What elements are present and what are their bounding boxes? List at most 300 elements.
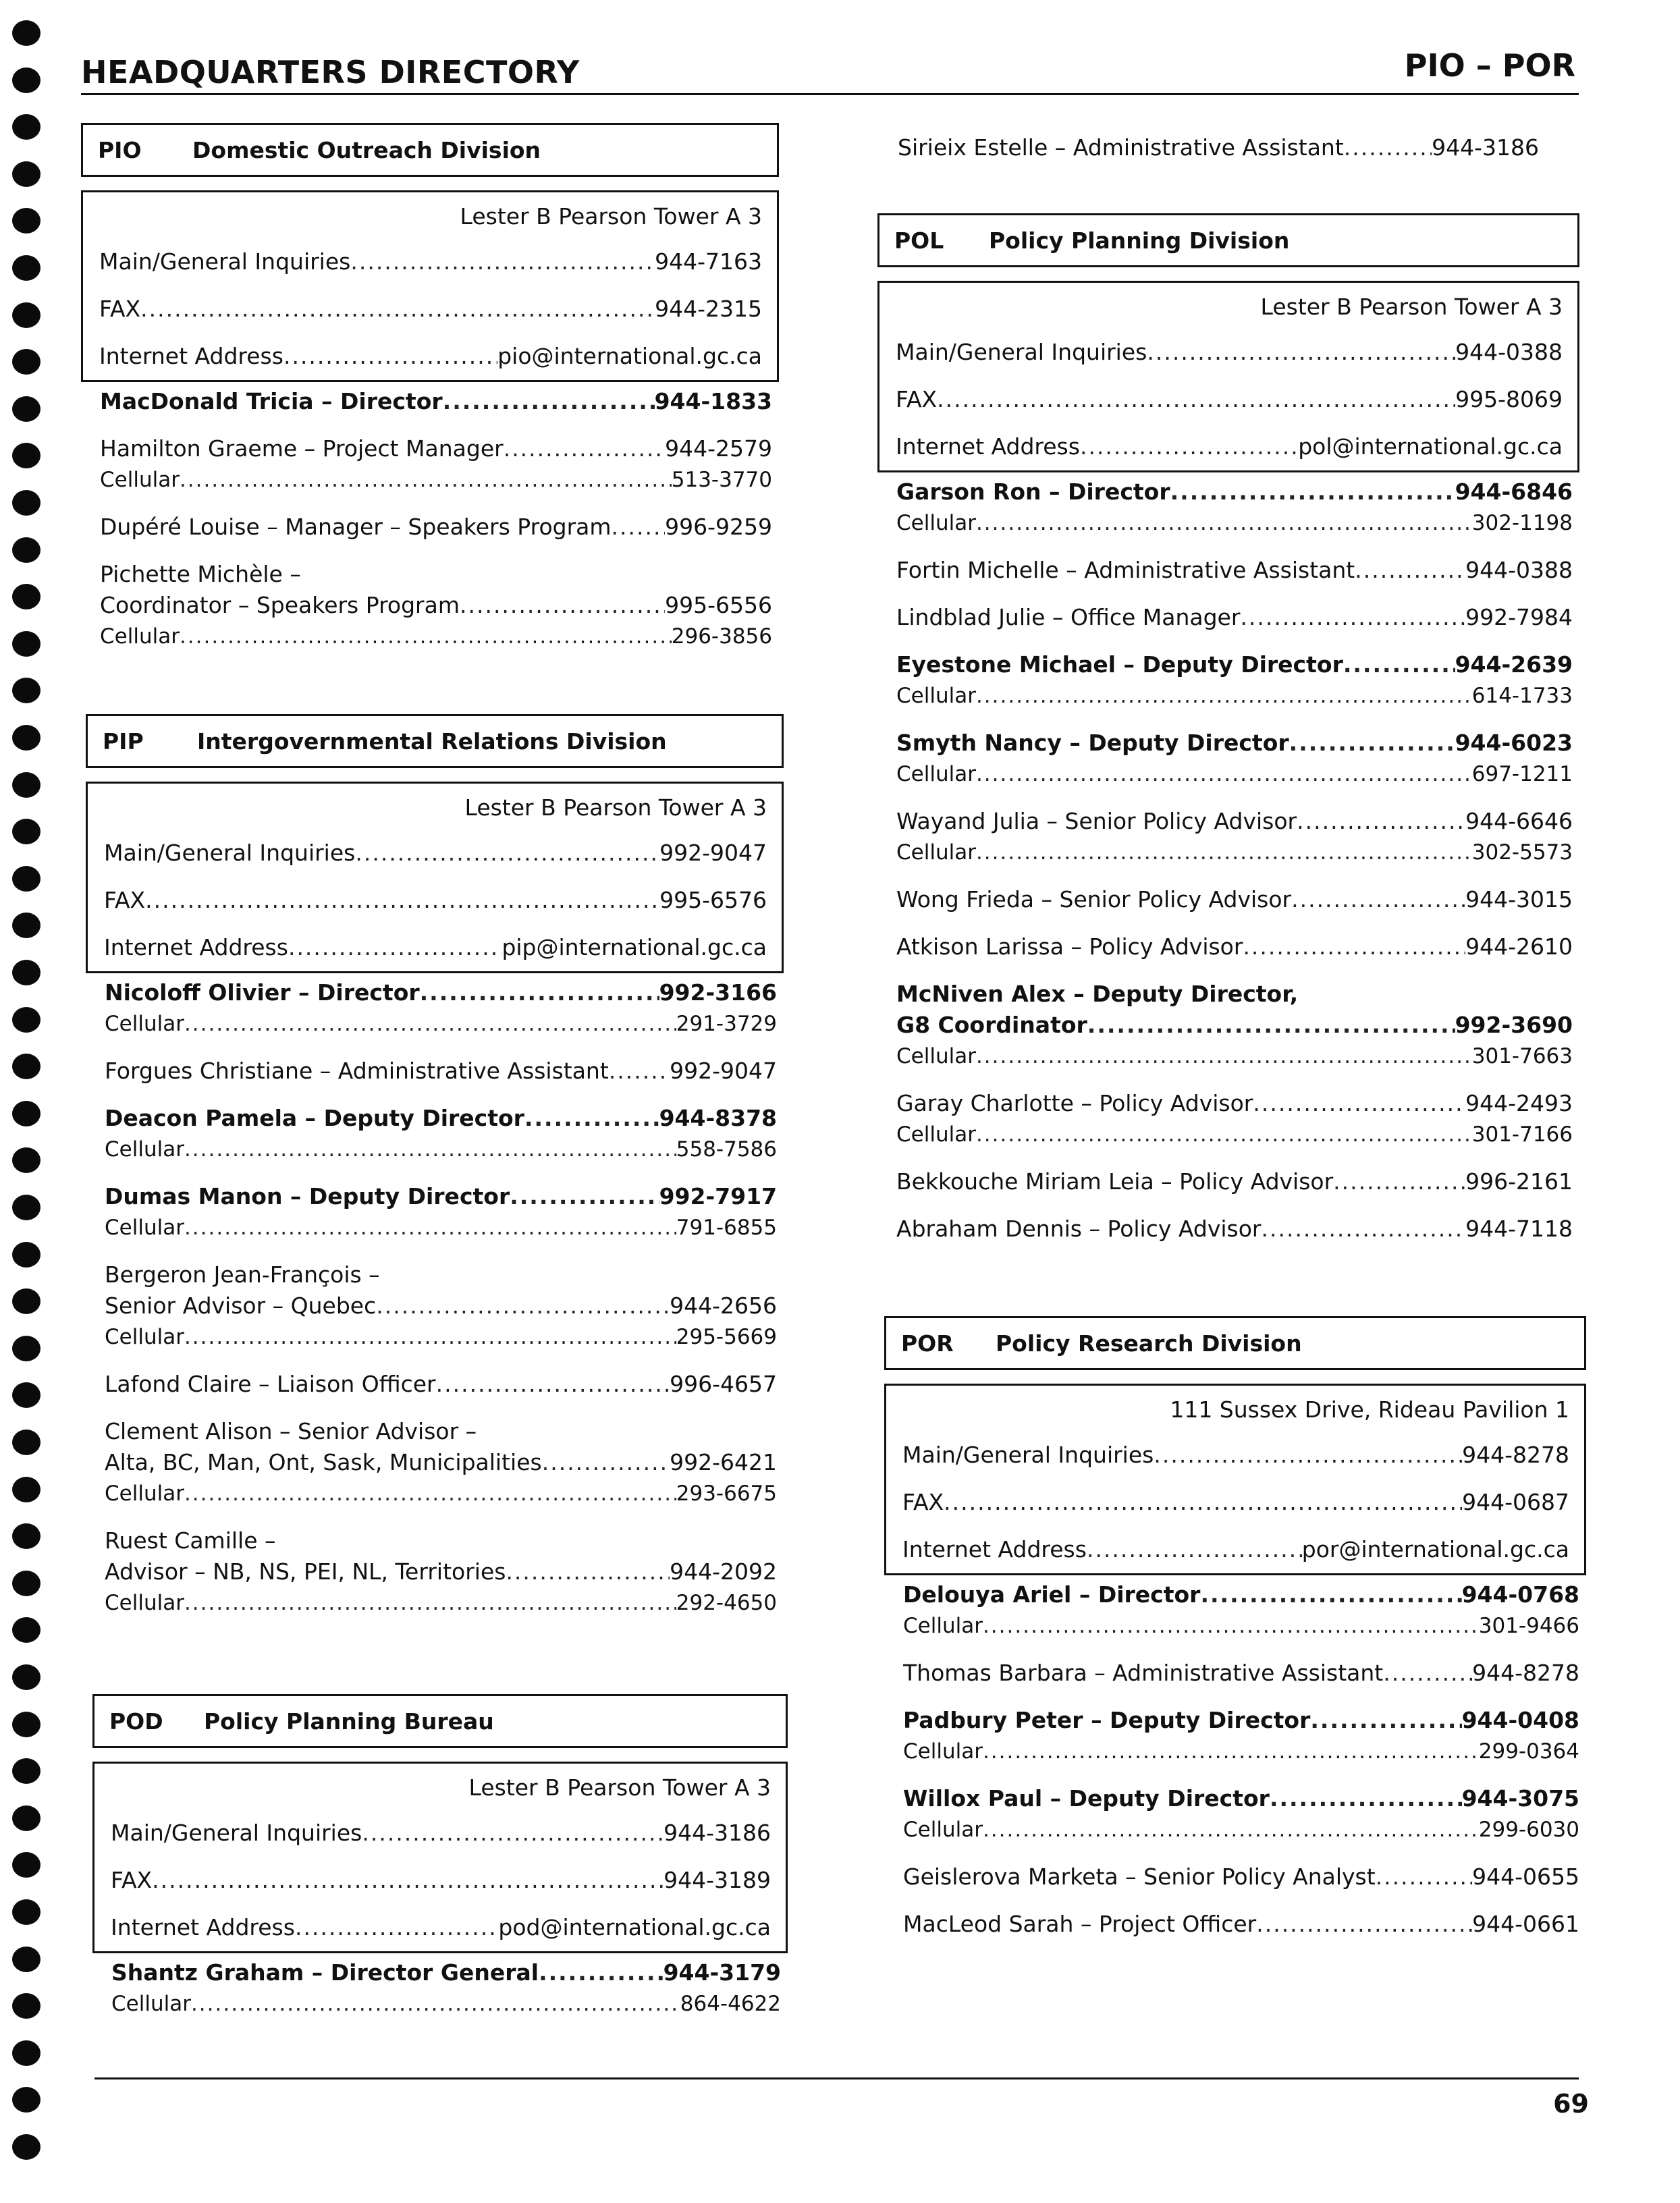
person-line	[105, 1369, 777, 1400]
cellular-number: 558-7586	[676, 1137, 777, 1162]
person-name: Forgues Christiane – Administrative Assistant	[105, 1058, 609, 1084]
cellular-label: Cellular	[105, 1137, 184, 1162]
binder-hole	[12, 1993, 40, 2019]
person-name: Eyestone Michael – Deputy Director	[896, 651, 1343, 678]
fax-number: 944-3189	[663, 1867, 771, 1893]
label: FAX	[111, 1867, 153, 1893]
cellular-line	[896, 837, 1573, 868]
person-entry	[896, 649, 1573, 711]
section-title-box	[884, 1316, 1586, 1370]
cellular-line	[100, 464, 772, 495]
phone-number: 996-4657	[670, 1371, 777, 1397]
person-entry	[896, 931, 1573, 962]
leader-dots	[180, 464, 672, 495]
phone-number: 944-2493	[1465, 1090, 1573, 1116]
people-list	[877, 132, 1546, 163]
binder-hole	[12, 2087, 40, 2113]
phone-number: 944-2639	[1455, 651, 1573, 678]
person-name: Coordinator – Speakers Program	[100, 592, 460, 618]
cellular-line	[105, 1134, 777, 1165]
phone-number: 944-7118	[1465, 1216, 1573, 1242]
person-line	[896, 477, 1573, 508]
person-line	[105, 1447, 777, 1478]
section-pio	[81, 123, 779, 652]
phone-number: 944-1833	[654, 388, 772, 414]
leader-dots	[1270, 1783, 1462, 1814]
section-title-box	[92, 1694, 788, 1748]
label: Main/General Inquiries	[902, 1442, 1154, 1468]
binder-hole	[12, 490, 40, 516]
leader-dots	[420, 977, 659, 1008]
leader-dots	[1261, 1214, 1465, 1245]
person-line	[896, 602, 1573, 633]
leader-dots	[1291, 884, 1465, 915]
leader-dots	[362, 1810, 663, 1857]
phone-number: 992-7984	[1465, 604, 1573, 630]
contact-box	[92, 1762, 788, 1953]
cellular-number: 614-1733	[1471, 684, 1573, 708]
phone-number: 992-9047	[659, 840, 767, 866]
phone-number: 944-3186	[1432, 134, 1539, 161]
cellular-number: 293-6675	[676, 1481, 777, 1506]
person-name: Thomas Barbara – Administrative Assistant	[903, 1660, 1384, 1686]
cellular-label: Cellular	[903, 1818, 983, 1842]
person-line	[898, 132, 1539, 163]
leader-dots	[1147, 329, 1455, 376]
person-line	[100, 590, 772, 621]
cellular-label: Cellular	[896, 1122, 976, 1147]
leader-dots	[145, 877, 659, 924]
person-line	[896, 931, 1573, 962]
email-address[interactable]: por@international.gc.ca	[1301, 1536, 1569, 1562]
person-name: Wayand Julia – Senior Policy Advisor	[896, 808, 1297, 834]
person-name: Hamilton Graeme – Project Manager	[100, 435, 504, 462]
binder-hole	[12, 1054, 40, 1079]
phone-number: 992-6421	[670, 1449, 777, 1475]
person-entry	[896, 1166, 1573, 1197]
person-line	[903, 1861, 1579, 1893]
phone-number: 944-8378	[659, 1105, 777, 1131]
leader-dots	[184, 1212, 676, 1243]
leader-dots	[350, 238, 655, 285]
section-pol	[877, 213, 1579, 1245]
leader-dots	[1376, 1861, 1472, 1893]
cellular-label: Cellular	[105, 1591, 184, 1615]
person-entry	[100, 433, 772, 495]
binder-hole	[12, 1758, 40, 1784]
internet-row	[104, 924, 767, 971]
leader-dots	[184, 1008, 676, 1039]
cellular-number: 302-1198	[1471, 511, 1573, 535]
cellular-line	[105, 1212, 777, 1243]
binder-hole	[12, 161, 40, 187]
cellular-line	[896, 759, 1573, 790]
leader-dots	[510, 1181, 659, 1212]
leader-dots	[1310, 1705, 1461, 1736]
phone-number: 944-0408	[1461, 1707, 1579, 1733]
cellular-line	[105, 1587, 777, 1619]
label: Main/General Inquiries	[111, 1820, 362, 1846]
contact-box	[884, 1384, 1586, 1575]
person-entry	[903, 1705, 1579, 1767]
people-list	[92, 1957, 788, 2019]
binder-hole	[12, 1617, 40, 1643]
leader-dots	[983, 1814, 1479, 1845]
binder-hole	[12, 67, 40, 93]
leader-dots	[1200, 1579, 1461, 1610]
binder-hole	[12, 208, 40, 234]
cellular-line	[896, 1119, 1573, 1150]
phone-number: 944-0661	[1472, 1911, 1579, 1937]
person-entry	[896, 555, 1573, 586]
person-line	[100, 386, 772, 417]
division-address: Lester B Pearson Tower A 3	[1260, 294, 1563, 320]
person-entry	[896, 1214, 1573, 1245]
person-entry	[903, 1579, 1579, 1641]
person-entry	[896, 728, 1573, 790]
person-entry	[896, 806, 1573, 868]
leader-dots	[976, 837, 1472, 868]
person-name-prefix: Pichette Michèle –	[100, 561, 301, 587]
leader-dots	[460, 590, 665, 621]
person-entry	[896, 602, 1573, 633]
label: Internet Address	[896, 433, 1080, 460]
person-entry	[105, 1416, 777, 1509]
phone-number: 992-3166	[659, 979, 777, 1006]
phone-number: 944-8278	[1462, 1442, 1569, 1468]
binder-hole	[12, 1195, 40, 1220]
cellular-label: Cellular	[896, 1044, 976, 1068]
binder-hole	[12, 584, 40, 609]
binder-hole	[12, 631, 40, 657]
cellular-label: Cellular	[896, 840, 976, 865]
binder-hole	[12, 819, 40, 844]
leader-dots	[944, 1479, 1462, 1526]
person-line	[105, 1556, 777, 1587]
phone-number: 944-8278	[1472, 1660, 1579, 1686]
division-name: Policy Research Division	[996, 1330, 1302, 1357]
person-line	[896, 1214, 1573, 1245]
division-name: Policy Planning Division	[989, 227, 1290, 254]
cellular-number: 864-4622	[680, 1992, 781, 2016]
person-name-prefix: Ruest Camille –	[105, 1527, 276, 1554]
leader-dots	[976, 680, 1472, 711]
person-entry	[903, 1783, 1579, 1845]
fax-row	[104, 877, 767, 924]
person-entry	[896, 1088, 1573, 1150]
label: FAX	[896, 386, 938, 412]
person-name: Alta, BC, Man, Ont, Sask, Municipalities	[105, 1449, 542, 1475]
division-address: Lester B Pearson Tower A 3	[468, 1774, 771, 1801]
binder-hole	[12, 443, 40, 468]
person-line	[105, 1103, 777, 1134]
cellular-line	[105, 1322, 777, 1353]
person-entry	[105, 1259, 777, 1353]
phone-number: 996-9259	[665, 514, 772, 540]
person-name: Geislerova Marketa – Senior Policy Analyst	[903, 1864, 1376, 1890]
cellular-label: Cellular	[896, 684, 976, 708]
fax-row	[111, 1857, 771, 1904]
internet-row	[902, 1526, 1569, 1573]
division-name: Domestic Outreach Division	[192, 136, 541, 163]
label: Internet Address	[99, 343, 283, 369]
leader-dots	[191, 1988, 680, 2019]
division-name: Policy Planning Bureau	[204, 1708, 494, 1735]
phone-number: 996-2161	[1465, 1168, 1573, 1195]
cellular-number: 301-7166	[1471, 1122, 1573, 1147]
person-line	[111, 1957, 781, 1988]
label: Internet Address	[104, 934, 288, 960]
leader-dots	[288, 924, 502, 971]
cellular-line	[896, 680, 1573, 711]
leader-dots	[184, 1587, 676, 1619]
person-name: Wong Frieda – Senior Policy Advisor	[896, 886, 1292, 913]
person-name: Fortin Michelle – Administrative Assistant	[896, 557, 1355, 583]
binder-hole	[12, 1852, 40, 1878]
person-entry	[903, 1658, 1579, 1689]
phone-number: 944-0768	[1461, 1581, 1579, 1608]
person-line	[903, 1783, 1579, 1814]
cellular-number: 302-5573	[1471, 840, 1573, 865]
binder-hole	[12, 1523, 40, 1549]
cellular-line	[111, 1988, 781, 2019]
person-name: Delouya Ariel – Director	[903, 1581, 1201, 1608]
person-entry	[105, 1056, 777, 1087]
internet-row	[111, 1904, 771, 1951]
leader-dots	[152, 1857, 663, 1904]
leader-dots	[504, 433, 665, 464]
email-address[interactable]: pio@international.gc.ca	[497, 343, 762, 369]
phone-number: 944-0655	[1472, 1864, 1579, 1890]
cellular-number: 791-6855	[676, 1216, 777, 1240]
binder-hole	[12, 960, 40, 985]
division-code: PIP	[103, 728, 144, 755]
person-line	[896, 728, 1573, 759]
fax-number: 995-8069	[1455, 386, 1563, 412]
person-name: Smyth Nancy – Deputy Director	[896, 730, 1289, 756]
leader-dots	[1080, 423, 1298, 470]
internet-row	[896, 423, 1563, 470]
person-name: G8 Coordinator	[896, 1012, 1087, 1038]
main-inquiries-row	[896, 329, 1563, 376]
main-inquiries-row	[99, 238, 762, 285]
division-code: POL	[894, 227, 944, 254]
person-name: MacDonald Tricia – Director	[100, 388, 443, 414]
leader-dots	[1240, 602, 1465, 633]
binder-hole	[12, 1007, 40, 1033]
phone-number: 995-6556	[665, 592, 772, 618]
label: Internet Address	[111, 1914, 295, 1940]
person-name: Dupéré Louise – Manager – Speakers Program	[100, 514, 612, 540]
cellular-line	[903, 1610, 1579, 1641]
person-entry	[896, 979, 1573, 1072]
label: FAX	[104, 887, 146, 913]
phone-number: 944-2610	[1465, 933, 1573, 960]
person-name-prefix: Clement Alison – Senior Advisor –	[105, 1418, 477, 1444]
cellular-line	[896, 508, 1573, 539]
leader-dots	[983, 1610, 1479, 1641]
binder-hole	[12, 1147, 40, 1173]
binder-hole	[12, 1947, 40, 1972]
cellular-label: Cellular	[100, 624, 180, 649]
phone-number: 944-0388	[1455, 339, 1563, 365]
label: Main/General Inquiries	[104, 840, 356, 866]
leader-dots	[376, 1290, 670, 1322]
contact-box	[877, 281, 1579, 472]
binder-hole	[12, 1477, 40, 1502]
email-address[interactable]: pip@international.gc.ca	[502, 934, 767, 960]
person-name: Sirieix Estelle – Administrative Assistant	[898, 134, 1344, 161]
phone-number: 944-6846	[1455, 479, 1573, 505]
binder-hole	[12, 1288, 40, 1314]
page-number: 69	[1553, 2089, 1589, 2119]
person-line	[105, 977, 777, 1008]
binder-hole	[12, 2134, 40, 2160]
leader-dots	[184, 1134, 676, 1165]
person-name: Lafond Claire – Liaison Officer	[105, 1371, 436, 1397]
internet-row	[99, 333, 762, 380]
leader-dots	[1289, 728, 1455, 759]
leader-dots	[1170, 477, 1455, 508]
email-address[interactable]: pod@international.gc.ca	[498, 1914, 771, 1940]
leader-dots	[443, 386, 655, 417]
phone-number: 944-0388	[1465, 557, 1573, 583]
cellular-number: 296-3856	[671, 624, 772, 649]
cellular-label: Cellular	[896, 762, 976, 786]
division-address: Lester B Pearson Tower A 3	[460, 203, 762, 229]
page-title: HEADQUARTERS DIRECTORY	[81, 54, 580, 90]
person-entry	[105, 1181, 777, 1243]
division-code: POD	[109, 1708, 163, 1735]
binder-hole	[12, 1382, 40, 1408]
person-name: Garson Ron – Director	[896, 479, 1170, 505]
person-entry	[100, 386, 772, 417]
person-name: Atkison Larissa – Policy Advisor	[896, 933, 1243, 960]
leader-dots	[976, 1119, 1472, 1150]
cellular-label: Cellular	[105, 1216, 184, 1240]
person-entry	[896, 477, 1573, 539]
phone-number: 944-2092	[670, 1558, 777, 1585]
leader-dots	[983, 1736, 1479, 1767]
binder-hole	[12, 349, 40, 375]
section-pod	[92, 1694, 788, 2019]
phone-number: 944-3015	[1465, 886, 1573, 913]
binder-hole	[12, 114, 40, 140]
section-por	[884, 1316, 1586, 1940]
cellular-label: Cellular	[903, 1614, 983, 1638]
person-entry	[100, 559, 772, 652]
binder-hole	[12, 20, 40, 46]
leader-dots	[1087, 1010, 1455, 1041]
person-name: Bekkouche Miriam Leia – Policy Advisor	[896, 1168, 1334, 1195]
person-name: Dumas Manon – Deputy Director	[105, 1183, 510, 1209]
person-name: Padbury Peter – Deputy Director	[903, 1707, 1311, 1733]
label: FAX	[99, 296, 141, 322]
phone-number: 944-2579	[665, 435, 772, 462]
person-line	[896, 555, 1573, 586]
leader-dots	[1333, 1166, 1465, 1197]
leader-dots	[1256, 1909, 1472, 1940]
leader-dots	[1243, 931, 1465, 962]
person-line	[896, 806, 1573, 837]
person-line	[100, 512, 772, 543]
top-right-entry	[877, 132, 1546, 163]
person-name-prefix: McNiven Alex – Deputy Director,	[896, 981, 1299, 1007]
binder-holes	[12, 20, 42, 2194]
person-line	[896, 1010, 1573, 1041]
section-pip	[86, 714, 784, 1619]
cellular-line	[903, 1814, 1579, 1845]
section-title-box	[86, 714, 784, 768]
phone-number: 992-7917	[659, 1183, 777, 1209]
section-title-box	[877, 213, 1579, 267]
person-entry	[111, 1957, 781, 2019]
person-line	[896, 1088, 1573, 1119]
people-list	[81, 386, 779, 652]
cellular-label: Cellular	[105, 1481, 184, 1506]
binder-hole	[12, 1664, 40, 1690]
label: Internet Address	[902, 1536, 1087, 1562]
phone-number: 944-7163	[655, 248, 762, 275]
division-address: Lester B Pearson Tower A 3	[464, 794, 767, 821]
cellular-line	[105, 1008, 777, 1039]
cellular-number: 295-5669	[676, 1325, 777, 1349]
leader-dots	[539, 1957, 663, 1988]
cellular-number: 513-3770	[671, 468, 772, 492]
contact-box	[86, 782, 784, 973]
leader-dots	[355, 829, 659, 877]
leader-dots	[1087, 1526, 1302, 1573]
cellular-number: 291-3729	[676, 1012, 777, 1036]
cellular-label: Cellular	[100, 468, 180, 492]
leader-dots	[140, 285, 655, 333]
phone-number: 944-6646	[1465, 808, 1573, 834]
cellular-label: Cellular	[105, 1325, 184, 1349]
cellular-number: 301-7663	[1471, 1044, 1573, 1068]
leader-dots	[1343, 649, 1455, 680]
leader-dots	[1154, 1432, 1462, 1479]
label: Main/General Inquiries	[896, 339, 1147, 365]
person-entry	[896, 884, 1573, 915]
binder-hole	[12, 725, 40, 751]
binder-hole	[12, 678, 40, 703]
person-entry	[100, 512, 772, 543]
contact-box	[81, 190, 779, 382]
leader-dots	[295, 1904, 498, 1951]
phone-number: 944-2656	[670, 1293, 777, 1319]
person-name: Willox Paul – Deputy Director	[903, 1785, 1270, 1812]
person-name: Advisor – NB, NS, PEI, NL, Territories	[105, 1558, 506, 1585]
phone-number: 944-3186	[663, 1820, 771, 1846]
division-code: POR	[901, 1330, 954, 1357]
fax-row	[902, 1479, 1569, 1526]
people-list	[86, 977, 784, 1619]
binder-hole	[12, 255, 40, 281]
cellular-number: 301-9466	[1478, 1614, 1579, 1638]
person-line	[105, 1290, 777, 1322]
binder-hole	[12, 1805, 40, 1831]
leader-dots	[184, 1322, 676, 1353]
leader-dots	[436, 1369, 670, 1400]
division-name: Intergovernmental Relations Division	[197, 728, 667, 755]
person-name: MacLeod Sarah – Project Officer	[903, 1911, 1257, 1937]
person-name: Nicoloff Olivier – Director	[105, 979, 420, 1006]
cellular-line	[105, 1478, 777, 1509]
email-address[interactable]: pol@international.gc.ca	[1298, 433, 1563, 460]
fax-row	[896, 376, 1563, 423]
people-list	[884, 1579, 1586, 1940]
division-address: 111 Sussex Drive, Rideau Pavilion 1	[1170, 1396, 1569, 1423]
